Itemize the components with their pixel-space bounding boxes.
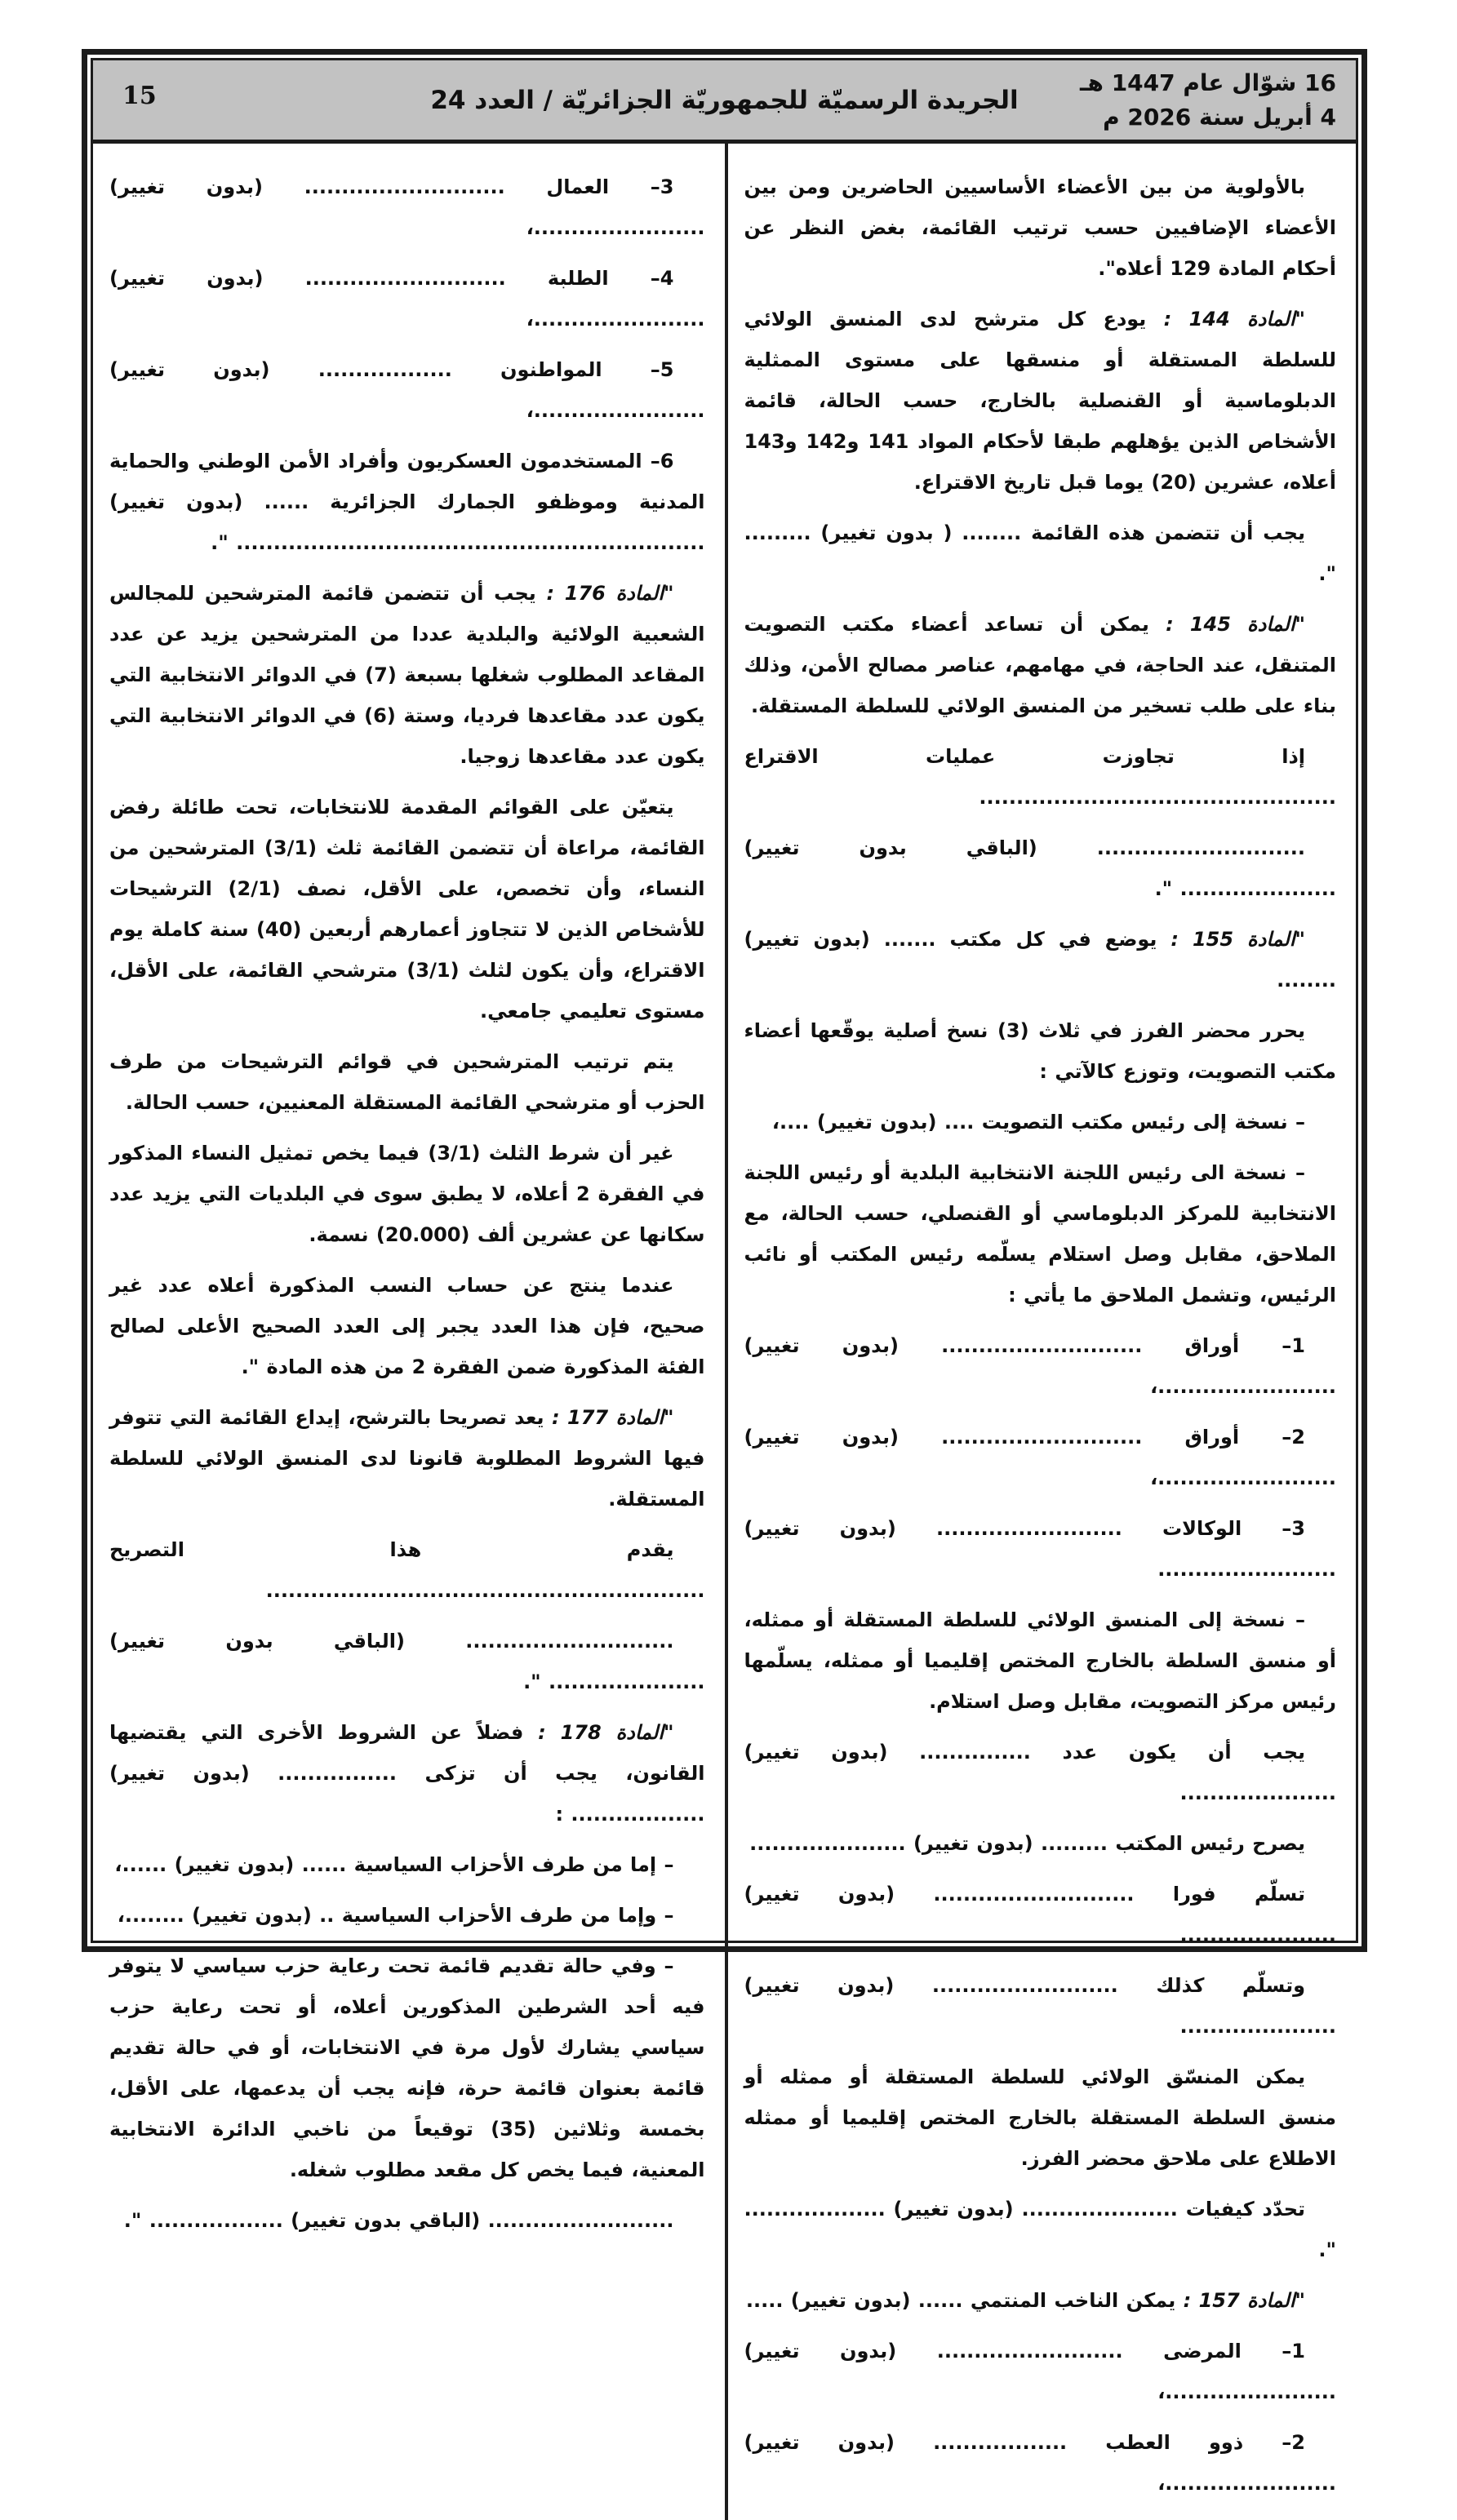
paragraph: "المادة 176 : يجب أن تتضمن قائمة المترشحين للمجالس الشعبية الولائية والبلدية عددا من المترشحين يزيد عن عدد المقاعد المطلوب شغلها بسبعة (7) في الدوائر الانتخابية التي يكون عدد مقاعدها فرديا، وستة (6) في الدوائر الانتخابية التي يكون عدد مقاعدها زوجيا.: [109, 582, 705, 768]
paragraph: يتعيّن على القوائم المقدمة للانتخابات، تحت طائلة رفض القائمة، مراعاة أن تتضمن القائمة ثلث (3/1) المترشحين من النساء، وأن تخصص، على الأقل، نصف (2/1) الترشيحات للأشخاص الذين لا تتجاوز أعمارهم أربعين (40) سنة كاملة يوم الاقتراع، وأن يكون لثلث (3/1) مترشحي القائمة، على الأقل، مستوى تعليمي جامعي.: [109, 796, 705, 1023]
paragraph: غير أن شرط الثلث (3/1) فيما يخص تمثيل النساء المذكور في الفقرة 2 أعلاه، لا يطبق سوى في البلديات التي يزيد عدد سكانها عن عشرين ألف (20.000) نسمة.: [109, 1142, 705, 1246]
article-number: "المادة 157 :: [1175, 2289, 1305, 2312]
paragraph: – نسخة إلى رئيس مكتب التصويت .... (بدون تغيير) ....،: [771, 1111, 1305, 1134]
paragraph: "المادة 157 : يمكن الناخب المنتمي ...... (بدون تغيير) .....: [745, 2289, 1305, 2312]
date-hijri: 16 شوّال عام 1447 هـ: [1079, 69, 1336, 96]
column-left: [93, 144, 725, 2520]
article-number: "المادة 155 :: [1157, 928, 1305, 951]
paragraph: ......................... (الباقي بدون تغيير) .................. ".: [123, 2209, 674, 2232]
paragraph: 4– الطلبة ........................... (بدون تغيير) .......................،: [109, 267, 705, 331]
paragraph: – وفي حالة تقديم قائمة تحت رعاية حزب سياسي لا يتوفر فيه أحد الشرطين المذكورين أعلاه، أو تحت رعاية حزب سياسي يشارك لأول مرة في الانتخابات، أو في حالة تقديم قائمة بعنوان قائمة حرة، فإنه يجب أن يدعمها، على الأقل، بخمسة وثلاثين (35) توقيعاً من ناخبي الدائرة الانتخابية المعنية، فيما يخص كل مقعد مطلوب شغله.: [109, 1954, 705, 2181]
paragraph: يجب أن تتضمن هذه القائمة ........ ( بدون تغيير) ......... ".: [744, 521, 1336, 585]
paragraph: – نسخة الى رئيس اللجنة الانتخابية البلدية أو رئيس اللجنة الانتخابية للمركز الدبلوماسي أو القنصلي، حسب الحالة، مع الملاحق، مقابل وصل استلام يسلّمه رئيس المكتب أو نائب الرئيس، وتشمل الملاحق ما يأتي :: [744, 1161, 1336, 1307]
paragraph: يحرر محضر الفرز في ثلاث (3) نسخ أصلية يوقّعها أعضاء مكتب التصويت، وتوزع كالآتي :: [744, 1019, 1336, 1083]
page-content: [93, 144, 1356, 2520]
page-inner-border: [91, 58, 1358, 2495]
paragraph: 6– المستخدمون العسكريون وأفراد الأمن الوطني والحماية المدنية وموظفو الجمارك الجزائرية ...... (بدون تغيير) ............................................................... ".: [109, 450, 705, 554]
paragraph: يصرح رئيس المكتب ......... (بدون تغيير) .....................: [749, 1832, 1305, 1855]
paragraph: 5– المواطنون .................. (بدون تغيير) .......................،: [109, 358, 705, 422]
article-number: "المادة 144 :: [1146, 308, 1305, 331]
paragraph: يجب أن يكون عدد ............... (بدون تغيير) .....................: [744, 1741, 1336, 1804]
paragraph: يقدم هذا التصريح ...........................................................: [109, 1538, 705, 1602]
paragraph: "المادة 155 : يوضع في كل مكتب ....... (بدون تغيير) ........: [744, 928, 1336, 992]
paragraph: "المادة 144 : يودع كل مترشح لدى المنسق الولائي للسلطة المستقلة أو منسقها على مستوى الممثلية الدبلوماسية أو القنصلية بالخارج، حسب الحالة، قائمة الأشخاص الذين يؤهلهم طبقا لأحكام المواد 141 و142 و143 أعلاه، عشرين (20) يوما قبل تاريخ الاقتراع.: [744, 308, 1336, 494]
paragraph: يتم ترتيب المترشحين في قوائم الترشيحات من طرف الحزب أو مترشحي القائمة المستقلة المعنيين، حسب الحالة.: [109, 1050, 705, 1114]
header-band: [93, 60, 1356, 144]
paragraph: ............................ (الباقي بدون تغيير) ..................... ".: [744, 836, 1336, 900]
paragraph: يمكن المنسّق الولائي للسلطة المستقلة أو ممثله أو منسق السلطة المستقلة بالخارج المختص إقليميا أو ممثله الاطلاع على ملاحق محضر الفرز.: [744, 2065, 1336, 2170]
article-number: "المادة 177 :: [544, 1406, 674, 1429]
column-right: [725, 144, 1357, 2520]
paragraph: 3– الوكالات ......................... (بدون تغيير) ........................: [744, 1517, 1336, 1581]
paragraph: بالأولوية من بين الأعضاء الأساسيين الحاضرين ومن بين الأعضاء الإضافيين حسب ترتيب القائمة، بغض النظر عن أحكام المادة 129 أعلاه".: [744, 175, 1336, 280]
date-gregorian: 4 أبريل سنة 2026 م: [1103, 104, 1336, 131]
paragraph: – إما من طرف الأحزاب السياسية ...... (بدون تغيير) ......،: [114, 1853, 674, 1876]
article-number: "المادة 176 :: [535, 582, 674, 605]
issue-dates: [1080, 66, 1336, 135]
paragraph: ............................ (الباقي بدون تغيير) ..................... ".: [109, 1630, 705, 1693]
paragraph: "المادة 178 : فضلاً عن الشروط الأخرى التي يقتضيها القانون، يجب أن تزكى ................ (بدون تغيير) .................. :: [109, 1721, 705, 1826]
paragraph: 3– العمال ........................... (بدون تغيير) .......................،: [109, 175, 705, 239]
paragraph: إذا تجاوزت عمليات الاقتراع ................................................: [744, 745, 1336, 809]
page-frame: [82, 49, 1367, 2495]
paragraph: وتسلّم كذلك ......................... (بدون تغيير) .....................: [744, 1974, 1336, 2038]
paragraph: 1– أوراق ........................... (بدون تغيير) ........................،: [744, 1334, 1336, 1398]
paragraph: 1– المرضى ......................... (بدون تغيير) .......................،: [744, 2340, 1336, 2403]
paragraph: تسلّم فورا ........................... (بدون تغيير) .....................: [744, 1883, 1336, 1946]
paragraph: "المادة 145 : يمكن أن تساعد أعضاء مكتب التصويت المتنقل، عند الحاجة، في مهامهم، عناصر مصالح الأمن، وذلك بناء على طلب تسخير من المنسق الولائي للسلطة المستقلة.: [744, 613, 1336, 717]
journal-title: الجريدة الرسميّة للجمهوريّة الجزائريّة / العدد 24: [430, 85, 1019, 115]
page-number: 15: [122, 82, 157, 110]
paragraph: "المادة 177 : يعد تصريحا بالترشح، إيداع القائمة التي تتوفر فيها الشروط المطلوبة قانونا لدى المنسق الولائي للسلطة المستقلة.: [109, 1406, 705, 1511]
paragraph: – وإما من طرف الأحزاب السياسية .. (بدون تغيير) ........،: [117, 1904, 674, 1927]
paragraph: عندما ينتج عن حساب النسب المذكورة أعلاه عدد غير صحيح، فإن هذا العدد يجبر إلى العدد الصحيح الأعلى لصالح الفئة المذكورة ضمن الفقرة 2 من هذه المادة ".: [109, 1274, 705, 1378]
article-number: "المادة 178 :: [523, 1721, 674, 1744]
paragraph: – نسخة إلى المنسق الولائي للسلطة المستقلة أو ممثله، أو منسق السلطة بالخارج المختص إقليميا أو ممثله، يسلّمها رئيس مركز التصويت، مقابل وصل استلام.: [744, 1608, 1336, 1713]
article-number: "المادة 145 :: [1148, 613, 1305, 636]
paragraph: تحدّد كيفيات ..................... (بدون تغيير) ................... ".: [744, 2198, 1336, 2261]
paragraph: 2– ذوو العطب .................. (بدون تغيير) .......................،: [744, 2431, 1336, 2495]
paragraph: 2– أوراق ........................... (بدون تغيير) ........................،: [744, 1426, 1336, 1489]
